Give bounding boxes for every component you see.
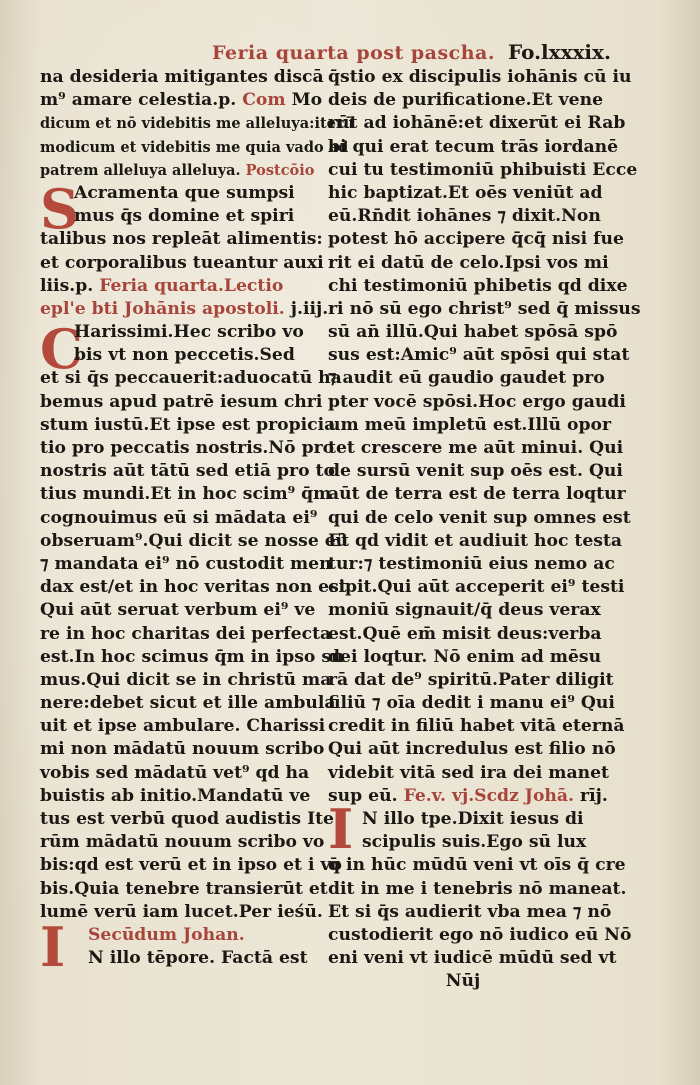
line-text: patrem alleluya alleluya. — [40, 161, 241, 179]
text-line — [328, 275, 628, 298]
line-text: dicum et nō videbitis me alleluya:iterū — [40, 115, 355, 133]
line-text: cognouimus eū si mādata ei⁹ — [40, 507, 318, 528]
line-text: N illo tēpore. Factā est — [88, 948, 308, 969]
text-line — [40, 136, 349, 159]
text-line — [40, 344, 316, 367]
text-line — [40, 553, 332, 576]
text-line — [328, 205, 601, 228]
text-line — [328, 228, 624, 251]
line-text: ⁊ mandata ei⁹ nō custodit men — [40, 553, 332, 574]
text-line — [40, 507, 316, 530]
line-text: tio pro peccatis nostris.Nō pro — [40, 438, 335, 458]
line-text: buistis ab initio.Mandatū ve — [40, 785, 311, 806]
text-line — [40, 623, 332, 646]
line-text: dax est/et in hoc veritas non est — [40, 577, 347, 598]
line-text: bis:qd est verū et in ipso et i vo — [40, 855, 342, 876]
line-text: um meū impletū est.Illū opor — [328, 414, 611, 435]
line-text: filiū ⁊ oīa dedit i manu ei⁹ Qui — [328, 693, 615, 714]
line-text: Qui aūt seruat verbum ei⁹ ve — [40, 600, 316, 621]
text-line — [328, 437, 624, 460]
text-line — [328, 483, 626, 506]
text-line — [328, 854, 626, 877]
line-text: sup eū. — [328, 785, 398, 806]
line-text: Nūj — [445, 971, 481, 992]
text-line — [40, 530, 349, 553]
text-line — [40, 785, 316, 808]
line-text: aūt de terra est de terra loqtur — [328, 484, 626, 505]
folio-number: Fo.lxxxix. — [508, 40, 611, 64]
line-text: m⁹ amare celestia.p. — [40, 90, 237, 111]
line-text: pter vocē spōsi.Hoc ergo gaudi — [328, 391, 626, 412]
line-text: est.Quē em̄ misit deus:verba — [328, 623, 602, 644]
line-text: stum iustū.Et ipse est propicia — [40, 414, 336, 435]
line-text: credit in filiū habet vitā eternā — [328, 716, 625, 737]
line-text: mus.Qui dicit se in christū ma — [40, 669, 332, 690]
line-text-tail: rīj. — [574, 785, 608, 806]
text-line — [328, 530, 623, 553]
line-text: eni veni vt iudicē mūdū sed vt — [328, 948, 617, 969]
line-text: obseruam⁹.Qui dicit se nosse eū — [40, 530, 349, 551]
left-text-column — [40, 66, 355, 970]
text-line — [40, 947, 316, 970]
line-text: ⁊ audit eū gaudio gaudet pro — [328, 368, 605, 389]
initial-s: S — [40, 177, 79, 241]
line-text: scipulis suis.Ego sū lux — [362, 832, 587, 853]
line-text: rit ei datū de celo.Ipsi vos mi — [328, 252, 609, 273]
text-line — [328, 367, 605, 390]
text-line — [328, 901, 612, 924]
text-line — [40, 66, 324, 89]
rubric-text: Fe.v. vj.Scdz Johā. — [397, 785, 575, 806]
line-text: eū.Rn̄dit iohānes ⁊ dixit.Non — [328, 206, 601, 227]
line-text: Harissimi.Hec scribo vo — [74, 322, 304, 343]
text-line — [328, 159, 638, 182]
line-text: de sursū venit sup oēs est. Qui — [328, 461, 623, 482]
line-text: et corporalibus tueantur auxi — [40, 252, 324, 273]
line-text: moniū signauit/q̄ deus verax — [328, 600, 601, 621]
text-line — [328, 970, 598, 993]
text-line — [328, 878, 627, 901]
line-text: bemus apud patrē iesum chri — [40, 391, 323, 412]
line-text: tet crescere me aūt minui. Qui — [328, 438, 624, 458]
text-line — [40, 878, 328, 901]
line-text: dit in me i tenebris nō maneat. — [328, 878, 627, 899]
text-line — [328, 89, 603, 112]
line-text: lumē verū iam lucet.Per ieśū. — [40, 901, 323, 922]
text-line — [40, 576, 347, 599]
text-line — [328, 414, 611, 437]
line-text: deis de purificatione.Et vene — [328, 90, 603, 111]
line-text: custodierit ego nō iudico eū Nō — [328, 924, 632, 945]
line-text: rūt ad iohānē:et dixerūt ei Rab — [328, 113, 626, 134]
line-text: bis.Quia tenebre transierūt et — [40, 878, 328, 899]
text-line — [328, 460, 623, 483]
text-line — [328, 715, 625, 738]
line-text: sus est:Amic⁹ aūt spōsi qui stat — [328, 345, 630, 366]
line-text: et si q̄s peccauerit:aduocatū ha — [40, 368, 342, 389]
line-text: tius mundi.Et in hoc scim⁹ q̄m — [40, 484, 332, 505]
text-line — [40, 715, 326, 738]
text-line — [40, 901, 323, 924]
text-line — [328, 623, 602, 646]
text-line — [328, 599, 601, 622]
text-line — [40, 275, 316, 298]
text-line — [328, 136, 619, 159]
line-text: chi testimoniū phibetis qd dixe — [328, 275, 628, 296]
line-text: Acramenta que sumpsi — [74, 182, 295, 203]
line-text: q̄ in hūc mūdū veni vt oīs q̄ cre — [328, 855, 626, 876]
line-text: mus q̄s domine et spiri — [74, 206, 295, 227]
text-line — [328, 762, 609, 785]
rubric-text: epl'e bti Johānis apostoli. — [40, 298, 285, 319]
text-line — [40, 159, 316, 182]
line-text: rūm mādatū nouum scribo vo — [40, 832, 325, 853]
line-text: tur:⁊ testimoniū eius nemo ac — [328, 553, 615, 574]
line-text: Qui aūt incredulus est filio nō — [328, 739, 616, 760]
text-line — [40, 808, 334, 831]
text-line — [40, 738, 325, 761]
right-text-column — [328, 66, 641, 994]
line-text: tus est verbū quod audistis Ite — [40, 809, 334, 829]
text-line — [40, 252, 324, 275]
text-line — [40, 298, 329, 321]
line-text: re in hoc charitas dei perfecta — [40, 623, 332, 644]
line-text: sū an̄ illū.Qui habet spōsā spō — [328, 322, 618, 343]
text-line — [328, 344, 630, 367]
line-text: Et qd vidit et audiuit hoc testa — [328, 530, 623, 551]
text-line — [40, 854, 342, 877]
text-line — [328, 321, 618, 344]
text-line — [328, 553, 615, 576]
text-line — [40, 460, 335, 483]
text-line — [40, 228, 323, 251]
line-text: potest hō accipere q̄cq̄ nisi fue — [328, 229, 624, 250]
text-line — [40, 924, 316, 947]
text-line — [40, 483, 332, 506]
text-line — [328, 808, 598, 831]
line-text: est.In hoc scimus q̄m in ipso su — [40, 646, 344, 667]
line-text: vobis sed mādatū vet⁹ qd ha — [40, 762, 310, 783]
text-line — [40, 414, 336, 437]
text-line — [328, 252, 609, 275]
text-line — [328, 831, 598, 854]
text-line — [40, 831, 325, 854]
line-text: nostris aūt tātū sed etiā pro to — [40, 461, 335, 482]
initial-i-left: I — [40, 915, 66, 979]
line-text: qui de celo venit sup omnes est — [328, 507, 631, 528]
line-text: uit et ipse ambulare. Charissi — [40, 716, 326, 737]
text-line — [40, 599, 316, 622]
line-text: hic baptizat.Et oēs veniūt ad — [328, 182, 603, 203]
line-text: cui tu testimoniū phibuisti Ecce — [328, 159, 638, 180]
line-text: ri nō sū ego christ⁹ sed q̄ missus — [328, 298, 641, 319]
initial-i-right: I — [328, 797, 354, 861]
line-text: bi qui erat tecum trās iordanē — [328, 136, 619, 157]
text-line — [40, 762, 316, 785]
text-line — [328, 576, 625, 599]
line-text: na desideria mitigantes discā — [40, 67, 324, 87]
text-line — [40, 321, 316, 344]
text-line — [40, 669, 332, 692]
text-line — [328, 182, 603, 205]
line-text: videbit vitā sed ira dei manet — [328, 762, 609, 783]
rubric-text: Com — [236, 90, 286, 111]
text-line — [328, 947, 617, 970]
line-text: nere:debet sicut et ille ambula — [40, 693, 336, 714]
line-text: bis vt non peccetis.Sed — [74, 345, 295, 366]
text-line — [328, 66, 632, 89]
text-line — [328, 507, 631, 530]
text-line — [328, 646, 602, 669]
text-line — [328, 924, 632, 947]
text-line — [40, 205, 316, 228]
text-line — [328, 692, 615, 715]
line-text-tail: Mo — [285, 90, 323, 111]
line-text: cipit.Qui aūt acceperit ei⁹ testi — [328, 577, 625, 598]
line-text: liis.p. — [40, 275, 94, 296]
text-line — [328, 669, 614, 692]
rubric-text: Feria quarta.Lectio — [93, 275, 284, 296]
text-line — [40, 437, 335, 460]
text-line — [40, 692, 336, 715]
line-text: mi non mādatū nouum scribo — [40, 739, 325, 760]
text-line — [328, 738, 616, 761]
text-line — [328, 391, 626, 414]
line-text: Et si q̄s audierit vba mea ⁊ nō — [328, 901, 612, 922]
line-text: dei loqtur. Nō enim ad mēsu — [328, 646, 602, 667]
text-line — [40, 112, 355, 135]
text-line — [328, 298, 641, 321]
line-text-tail: j.iij. — [284, 298, 329, 319]
text-line — [328, 112, 626, 135]
text-line — [40, 367, 342, 390]
text-line — [40, 182, 316, 205]
line-text: q̄stio ex discipulis iohānis cū iu — [328, 67, 632, 87]
rubric-text: Secūdum Johan. — [88, 924, 245, 945]
line-text: N illo tpe.Dixit iesus di — [362, 809, 584, 829]
initial-c: C — [40, 317, 83, 381]
line-text: talibus nos repleāt alimentis: — [40, 229, 323, 250]
text-line — [328, 785, 608, 808]
text-line — [40, 646, 344, 669]
rubric-text: Postcōio — [240, 161, 315, 179]
line-text: rā dat de⁹ spiritū.Pater diligit — [328, 669, 614, 690]
line-text: modicum et videbitis me quia vado ad — [40, 138, 349, 156]
text-line — [40, 89, 323, 112]
text-line — [40, 391, 323, 414]
running-title: Feria quarta post pascha. — [212, 42, 495, 64]
